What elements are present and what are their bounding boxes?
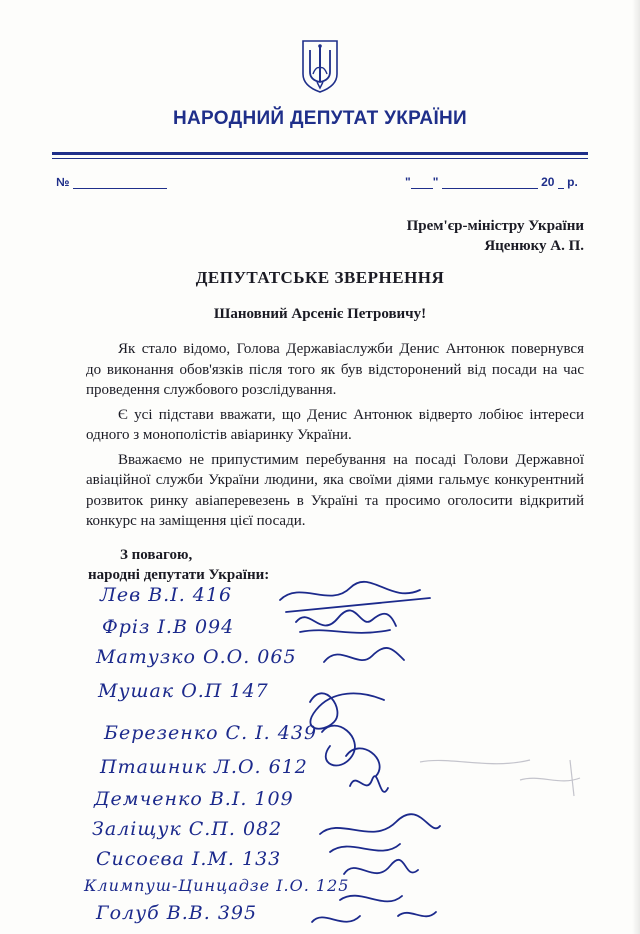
signature-line: Матузко О.О. 065 xyxy=(96,646,297,668)
show-through-marks xyxy=(0,560,640,934)
signature-line: Березенко С. І. 439 xyxy=(104,722,318,744)
addressee-block xyxy=(407,216,584,256)
signature-line: Демченко В.І. 109 xyxy=(94,788,294,810)
day-blank xyxy=(411,188,433,189)
coat-of-arms-icon xyxy=(300,38,340,94)
year-blank xyxy=(558,188,564,189)
date-quote-close: " xyxy=(432,175,439,189)
number-blank xyxy=(73,188,167,189)
signature-line: Климпуш-Цинцадзе І.О. 125 xyxy=(84,876,350,895)
closing-signatories: народні депутати України: xyxy=(88,567,270,583)
date-year: 20 xyxy=(541,175,555,189)
closing-regards: З повагою, xyxy=(120,547,193,563)
document-title: ДЕПУТАТСЬКЕ ЗВЕРНЕННЯ xyxy=(195,268,445,287)
number-prefix: № xyxy=(56,175,70,189)
signature-line: Пташник Л.О. 612 xyxy=(100,756,308,778)
addressee-position: Прем'єр-міністру України xyxy=(406,218,584,234)
document-date-field xyxy=(405,175,578,189)
paragraph: Як стало відомо, Голова Державіаслужби Денис Антонюк повернувся до виконання обов'язків після того як був відсторонений від посади на час проведення службового розслідування. xyxy=(86,341,584,398)
date-quote-open: " xyxy=(405,175,411,189)
signature-line: Сисоєва І.М. 133 xyxy=(96,848,282,870)
document-number-field xyxy=(56,175,167,189)
signature-line: Заліщук С.П. 082 xyxy=(92,818,283,840)
signature-line: Фріз І.В 094 xyxy=(102,616,235,638)
paragraph: Є усі підстави вважати, що Денис Антонюк відверто лобіює інтереси одного з монополістів авіаринку України. xyxy=(86,406,584,443)
signature-line: Мушак О.П 147 xyxy=(98,680,269,702)
signature-line: Лев В.І. 416 xyxy=(100,584,233,606)
addressee-name: Яценюку А. П. xyxy=(484,238,584,254)
signatures-block xyxy=(0,560,640,934)
signature-line: Голуб В.В. 395 xyxy=(96,902,258,924)
letterhead-title: НАРОДНИЙ ДЕПУТАТ УКРАЇНИ xyxy=(173,108,467,129)
letter-body xyxy=(86,339,584,536)
paragraph: Вважаємо не припустимим перебування на посаді Голови Державної авіаційної служби України людини, яка своїми діями гальмує конкурентний розвиток ринку авіаперевезень в Україні та просимо оголосити відкритий конкурс на заміщення цієї посади. xyxy=(86,451,584,529)
date-suffix: р. xyxy=(567,175,578,189)
letterhead-rule-thin xyxy=(52,158,588,159)
salutation: Шановний Арсеніє Петровичу! xyxy=(213,306,427,322)
month-blank xyxy=(442,188,538,189)
page-edge-shadow xyxy=(632,0,640,934)
letterhead-rule-thick xyxy=(52,152,588,155)
